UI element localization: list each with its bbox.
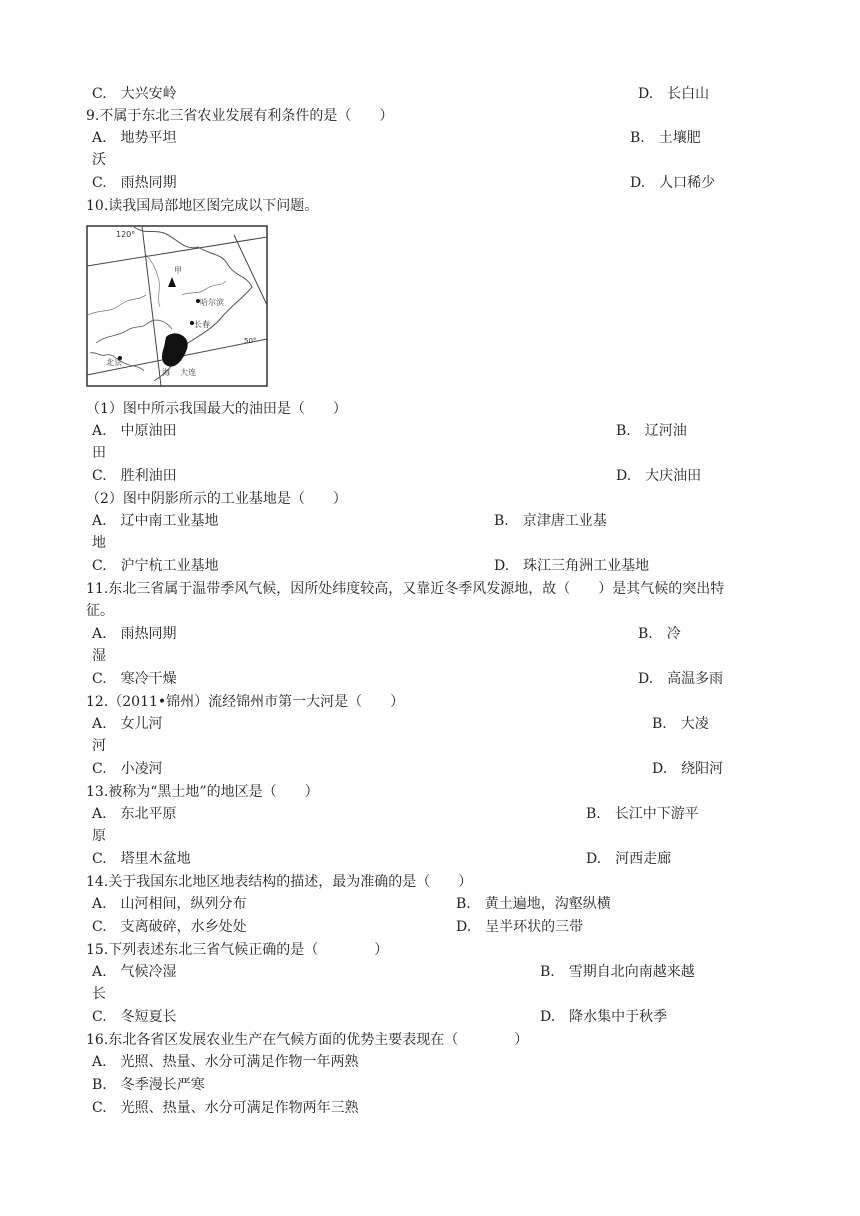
text-line: D. 珠江三角洲工业基地 — [494, 558, 650, 574]
text-line: C. 小凌河 — [92, 761, 163, 777]
text-line: A. 地势平坦 — [92, 130, 177, 146]
text-line: A. 气候冷湿 — [92, 964, 177, 980]
text-line: B. 雪期自北向南越来越 — [540, 964, 695, 980]
text-line: C. 沪宁杭工业基地 — [92, 558, 219, 574]
text-line: 湿 — [92, 648, 106, 664]
map-label-120: 120° — [116, 230, 136, 239]
text-line: D. 大庆油田 — [616, 468, 702, 484]
map-label-sea: 海 — [162, 368, 170, 377]
text-line: D. 高温多雨 — [638, 671, 724, 687]
text-line: A. 女儿河 — [92, 716, 163, 732]
text-line: B. 长江中下游平 — [586, 806, 699, 822]
map-label-50: 50° — [244, 337, 257, 345]
text-line: A. 中原油田 — [92, 423, 177, 439]
text-line: A. 辽中南工业基地 — [92, 513, 219, 529]
map-label-harbin: 哈尔滨 — [200, 298, 224, 307]
text-line: C. 支离破碎，水乡处处 — [92, 919, 247, 935]
text-line: D. 人口稀少 — [630, 175, 716, 191]
text-line: （1）图中所示我国最大的油田是（ ） — [86, 401, 347, 417]
text-line: B. 冬季漫长严寒 — [92, 1077, 205, 1093]
text-line: B. 京津唐工业基 — [494, 513, 607, 529]
text-line: D. 长白山 — [638, 86, 710, 102]
text-line: A. 东北平原 — [92, 806, 177, 822]
text-line: 地 — [92, 535, 106, 551]
text-line: C. 胜利油田 — [92, 468, 177, 484]
northeast-china-map — [86, 225, 268, 387]
map-figure — [86, 225, 268, 387]
text-line: 14.关于我国东北地区地表结构的描述，最为准确的是（ ） — [86, 874, 473, 890]
text-line: 12.（2011•锦州）流经锦州市第一大河是（ ） — [86, 694, 405, 710]
text-line: D. 降水集中于秋季 — [540, 1009, 668, 1025]
text-line: （2）图中阴影所示的工业基地是（ ） — [86, 491, 347, 507]
text-line: C. 塔里木盆地 — [92, 851, 191, 867]
text-line: B. 大凌 — [652, 716, 709, 732]
text-line: B. 辽河油 — [616, 423, 687, 439]
map-label-jia: 甲 — [174, 266, 182, 275]
text-line: 征。 — [86, 603, 114, 619]
text-line: 沃 — [92, 152, 106, 168]
text-line: B. 土壤肥 — [630, 130, 701, 146]
text-line: C. 冬短夏长 — [92, 1009, 177, 1025]
text-line: C. 寒冷干燥 — [92, 671, 177, 687]
text-line: D. 河西走廊 — [586, 851, 672, 867]
text-line: 11.东北三省属于温带季风气候，因所处纬度较高，又靠近冬季风发源地，故（ ）是其气候的突出特 — [86, 581, 725, 597]
map-label-beijing: 北京 — [106, 358, 122, 367]
text-line: 9.不属于东北三省农业发展有利条件的是（ ） — [86, 108, 394, 124]
text-line: 15.下列表述东北三省气候正确的是（ ） — [86, 942, 389, 958]
text-line: 16.东北各省区发展农业生产在气候方面的优势主要表现在（ ） — [86, 1032, 529, 1048]
text-line: A. 光照、热量、水分可满足作物一年两熟 — [92, 1054, 359, 1070]
map-label-dalian: 大连 — [180, 368, 196, 377]
text-line: A. 雨热同期 — [92, 626, 177, 642]
text-line: C. 雨热同期 — [92, 175, 177, 191]
text-line: 10.读我国局部地区图完成以下问题。 — [86, 198, 319, 214]
text-line: 原 — [92, 828, 106, 844]
text-line: 长 — [92, 986, 106, 1002]
text-line: B. 冷 — [638, 626, 681, 642]
text-line: C. 光照、热量、水分可满足作物两年三熟 — [92, 1100, 359, 1116]
text-line: A. 山河相间，纵列分布 — [92, 896, 247, 912]
text-line: 河 — [92, 738, 106, 754]
text-line: D. 绕阳河 — [652, 761, 724, 777]
text-line: B. 黄土遍地，沟壑纵横 — [456, 896, 611, 912]
text-line: 田 — [92, 445, 106, 461]
text-line: 13.被称为“黑土地”的地区是（ ） — [86, 784, 319, 800]
text-line: C. 大兴安岭 — [92, 86, 177, 102]
map-label-changchun: 长春 — [194, 320, 210, 329]
text-line: D. 呈半环状的三带 — [456, 919, 584, 935]
